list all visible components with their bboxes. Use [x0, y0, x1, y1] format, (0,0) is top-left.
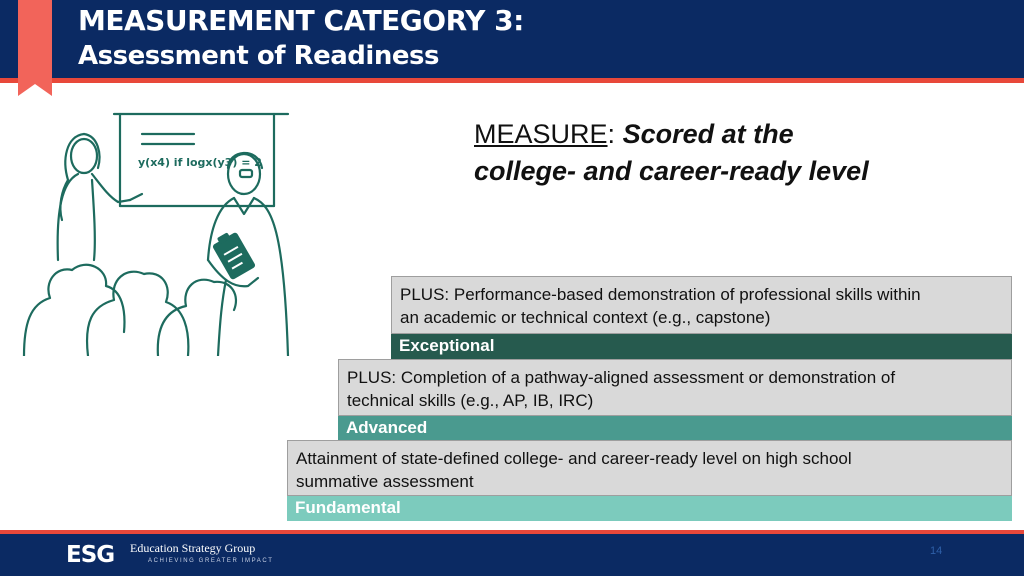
tier-advanced-label: Advanced [338, 416, 1012, 441]
page-title-line1: MEASUREMENT CATEGORY 3: [78, 4, 524, 37]
measure-value-line2: college- and career-ready level [474, 156, 869, 186]
measure-separator: : [607, 119, 616, 149]
esg-logo-mark: ESG [66, 542, 115, 568]
whiteboard-equation: y(x4) if logx(y3) = 2 [138, 156, 262, 169]
tier-advanced-description [338, 359, 1012, 416]
tier-exceptional-desc-line1: PLUS: Performance-based demonstration of professional skills within [400, 285, 921, 304]
tier-fundamental-description [287, 440, 1012, 496]
measure-statement [474, 116, 994, 190]
tier-exceptional-label: Exceptional [391, 334, 1012, 359]
esg-tagline: ACHIEVING GREATER IMPACT [148, 558, 274, 564]
tier-advanced-desc-line2: technical skills (e.g., AP, IB, IRC) [347, 391, 594, 410]
page-title-line2: Assessment of Readiness [78, 41, 439, 71]
bookmark-ribbon-icon [18, 0, 52, 96]
tier-exceptional-description [391, 276, 1012, 334]
teacher-classroom-illustration [22, 110, 322, 356]
tier-fundamental-desc-line1: Attainment of state-defined college- and career-ready level on high school [296, 449, 852, 468]
tier-advanced-desc-line1: PLUS: Completion of a pathway-aligned assessment or demonstration of [347, 368, 896, 387]
tier-exceptional-desc-line2: an academic or technical context (e.g., capstone) [400, 308, 771, 327]
measure-label: MEASURE [474, 119, 608, 149]
header-accent-stripe [0, 78, 1024, 83]
esg-org-name: Education Strategy Group [130, 541, 256, 555]
measure-value-line1: Scored at the [622, 119, 794, 149]
page-number: 14 [930, 545, 943, 557]
tier-fundamental-label: Fundamental [287, 496, 1012, 521]
tier-fundamental-desc-line2: summative assessment [296, 472, 474, 491]
